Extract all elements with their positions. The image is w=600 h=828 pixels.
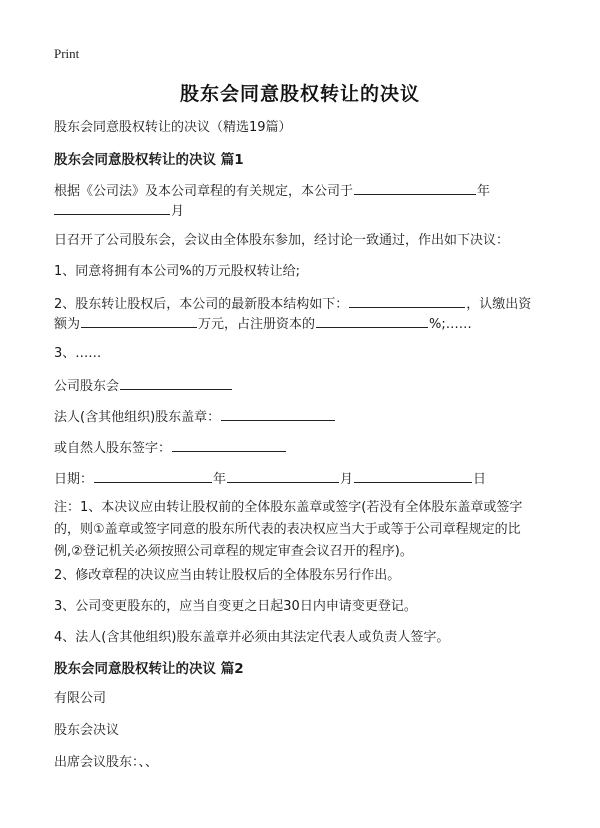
item-2-line-1 — [54, 293, 554, 315]
board-label: 公司股东会 — [54, 379, 120, 394]
item-2-percent: %;…… — [429, 317, 472, 332]
document-title: 股东会同意股权转让的决议 — [179, 83, 420, 105]
date-label: 日期： — [54, 472, 94, 487]
date-day: 日 — [473, 472, 487, 487]
legal-person-label: 法人(含其他组织)股东盖章： — [54, 410, 221, 425]
item-2-amount-label: 额为 — [54, 317, 81, 332]
resolution-line: 股东会决议 — [54, 723, 120, 738]
board-blank — [120, 375, 232, 390]
document-subtitle: 股东会同意股权转让的决议（精选19篇） — [54, 120, 292, 135]
intro-year-label: 年 — [477, 184, 491, 199]
amount-blank — [81, 313, 197, 328]
month-blank — [54, 200, 170, 215]
legal-person-blank — [221, 406, 335, 421]
year-blank — [354, 180, 476, 195]
note-3: 3、公司变更股东的，应当自变更之日起30日内申请变更登记。 — [54, 599, 417, 614]
date-year-blank — [94, 468, 212, 483]
section-heading-2: 股东会同意股权转让的决议 篇2 — [54, 661, 244, 677]
legal-person-line — [54, 406, 554, 428]
item-3: 3、…… — [54, 346, 102, 361]
note-4: 4、法人(含其他组织)股东盖章并必须由其法定代表人或负责人签字。 — [54, 630, 450, 645]
intro-continuation: 日召开了公司股东会，会议由全体股东参加，经讨论一致通过，作出如下决议： — [54, 233, 510, 248]
natural-person-label: 或自然人股东签字： — [54, 441, 172, 456]
intro-text: 根据《公司法》及本公司章程的有关规定，本公司于 — [54, 184, 354, 199]
company-line: 有限公司 — [54, 691, 107, 706]
natural-person-blank — [172, 437, 286, 452]
item-2-subscribed: ，认缴出资 — [466, 297, 532, 312]
intro-month-line — [54, 200, 554, 222]
item-2-capital-text: 万元，占注册资本的 — [198, 317, 316, 332]
intro-line — [54, 180, 554, 202]
item-1: 1、同意将拥有本公司%的万元股权转让给; — [54, 264, 301, 279]
note-2: 2、修改章程的决议应当由转让股权后的全体股东另行作出。 — [54, 568, 401, 583]
item-2-text: 2、股东转让股权后，本公司的最新股本结构如下： — [54, 297, 349, 312]
print-link[interactable]: Print — [54, 46, 80, 61]
board-signature-line — [54, 375, 554, 397]
date-year: 年 — [213, 472, 227, 487]
intro-month-label: 月 — [171, 204, 185, 219]
date-line — [54, 468, 554, 490]
date-month: 月 — [340, 472, 354, 487]
section-heading-1: 股东会同意股权转让的决议 篇1 — [54, 152, 244, 168]
structure-blank — [349, 293, 465, 308]
attendees-line: 出席会议股东：、、 — [54, 755, 159, 770]
item-2-line-2 — [54, 313, 554, 335]
date-month-blank — [227, 468, 339, 483]
natural-person-line — [54, 437, 554, 459]
note-1: 注：1、本决议应由转让股权前的全体股东盖章或签字(若没有全体股东盖章或签字的，则①盖章或签字同意的股东所代表的表决权应当大于或等于公司章程规定的比例,②登记机关必须按照公司章程的规定审查会议召开的程序)。 — [54, 500, 523, 559]
percent-blank — [316, 313, 428, 328]
date-day-blank — [354, 468, 472, 483]
